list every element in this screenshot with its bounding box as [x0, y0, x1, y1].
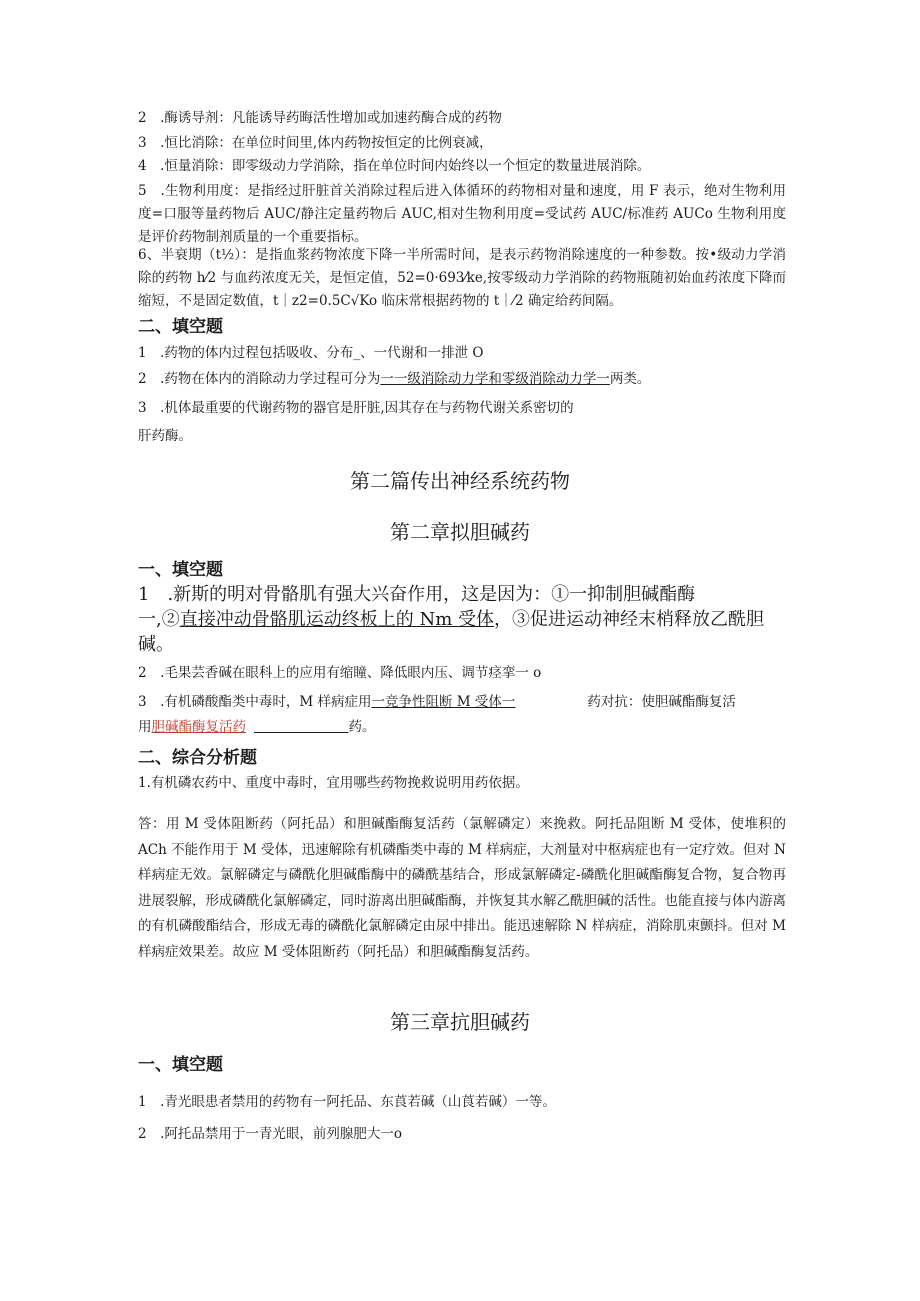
chapter-2-analysis-question: 1.有机磷农药中、重度中毒时，宜用哪些药物挽救说明用药依据。	[138, 775, 529, 791]
chapter-2-question-3-continued	[138, 718, 376, 736]
fill-question-2-tail: 两类。	[609, 371, 651, 387]
chapter-3-question-2: 2 .阿托品禁用于一青光眼，前列腺肥大一o	[138, 1126, 403, 1142]
chapter-2-question-1-suffix: ，③促进运动神经末梢释放乙酰胆	[494, 609, 764, 630]
chapter-2-fill-heading: 一、填空题	[138, 560, 223, 580]
definition-half-life: 6、半衰期（t½）：是指血浆药物浓度下降一半所需时间，是表示药物消除速度的一种参数。按•级动力学消除的药物 h⁄2 与血药浓度无关，是恒定值，52=0·693⁄ke,按零级动力学消除的药物瓶随初始血药浓度下降而缩短，不是固定数值，t｜z2=0.5C√Ko 临床常根据药物的 t｜⁄2 确定给药间隔。	[138, 247, 786, 309]
chapter-3-title: 第三章抗胆碱药	[390, 1010, 530, 1034]
fill-question-3-continued: 肝药酶。	[138, 428, 192, 444]
chapter-2-analysis-answer: 答：用 M 受体阻断药（阿托品）和胆碱酯酶复活药（氯解磷定）来挽救。阿托品阻断 M 受体，使堆积的 ACh 不能作用于 M 受体，迅速解除有机磷酯类中毒的 M 样病症，大剂量对中枢病症也有一定疗效。但对 N 样病症无效。氯解磷定与磷酰化胆碱酯酶中的磷酰基结合，形成氯解磷定-磷酰化胆碱酯酶复合物，复合物再进展裂解，形成磷酰化氯解磷定，同时游离出胆碱酯酶，并恢复其水解乙酰胆碱的活性。也能直接与体内游离的有机磷酸酯结合，形成无毒的磷酰化氯解磷定由尿中排出。能迅速解除 N 样病症，消除肌束颤抖。但对 M 样病症效果差。故应 M 受体阻断药（阿托品）和胆碱酯酶复活药。	[138, 816, 786, 960]
fill-question-2-answer: 一一级消除动力学和零级消除动力学一	[380, 371, 610, 387]
chapter-2-question-3-use: 用	[138, 719, 152, 735]
chapter-2-question-1-prefix: 一,②	[138, 609, 180, 630]
chapter-2-question-3-end: 药。	[348, 719, 376, 735]
chapter-2-question-1	[138, 582, 788, 657]
section-heading-fill-blank: 二、填空题	[138, 317, 223, 337]
fill-question-3: 3 .机体最重要的代谢药物的器官是肝脏,因其存在与药物代谢关系密切的	[138, 400, 574, 416]
chapter-3-fill-heading: 一、填空题	[138, 1055, 223, 1075]
chapter-2-title: 第二章拟胆碱药	[390, 520, 530, 544]
definition-first-order-elimination: 3 .恒比消除：在单位时间里,体内药物按恒定的比例衰减，	[138, 135, 493, 151]
chapter-2-question-3-answer: 一竞争性阻断 M 受体一	[371, 694, 516, 710]
chapter-2-question-3	[138, 693, 736, 711]
chapter-2-question-3-tail: 药对抗：使胆碱酯酶复活	[587, 694, 736, 710]
part-title: 第二篇传出神经系统药物	[350, 469, 570, 493]
chapter-2-question-3-text: 3 .有机磷酸酯类中毒时，M 样病症用	[138, 694, 372, 710]
chapter-2-question-1-line-1: 1 .新斯的明对骨骼肌有强大兴奋作用，这是因为：①一抑制胆碱酯酶	[138, 584, 696, 605]
fill-question-2	[138, 370, 650, 388]
fill-question-2-text: 2 .药物在体内的消除动力学过程可分为	[138, 371, 381, 387]
chapter-2-question-3-blank	[254, 719, 349, 735]
definition-bioavailability: 5 .生物利用度：是指经过肝脏首关消除过程后进入体循环的药物相对量和速度，用 F 表示，绝对生物利用度=口服等量药物后 AUC/静注定量药物后 AUC,相对生物利用度=受试药 AUC/标准药 AUCo 生物利用度是评价药物制剂质量的一个重要指标。	[138, 183, 786, 245]
chapter-2-question-1-answer: 直接冲动骨骼肌运动终板上的 Nm 受体	[179, 609, 494, 630]
fill-question-1: 1 .药物的体内过程包括吸收、分布_、一代谢和一排泄 O	[138, 345, 484, 361]
chapter-2-question-1-line-3: 碱。	[138, 634, 174, 655]
definition-zero-order-elimination: 4 .恒量消除：即零级动力学消除，指在单位时间内始终以一个恒定的数量进展消除。	[138, 158, 651, 174]
chapter-3-question-1: 1 .青光眼患者禁用的药物有一阿托品、东莨若碱（山莨若碱）一等。	[138, 1094, 556, 1110]
chapter-2-question-3-red-answer: 胆碱酯酶复活药	[151, 719, 246, 735]
definition-enzyme-inducer: 2 .酶诱导剂：凡能诱导药晦活性增加或加速药酶合成的药物	[138, 110, 502, 126]
chapter-2-analysis-heading: 二、综合分析题	[138, 748, 257, 768]
chapter-2-question-1-line-2	[138, 607, 788, 632]
chapter-2-question-2: 2 .毛果芸香碱在眼科上的应用有缩瞳、降低眼内压、调节痉挛一 o	[138, 665, 542, 681]
